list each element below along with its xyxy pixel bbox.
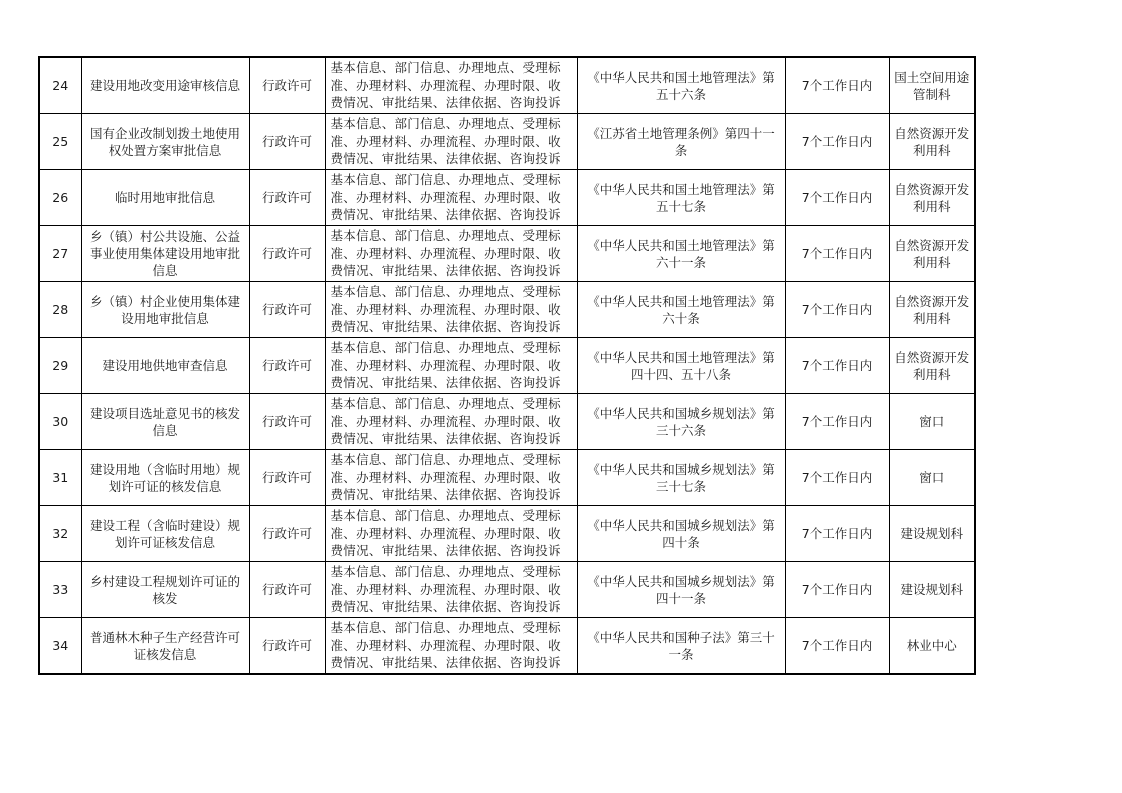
disclosure-content-text: 基本信息、部门信息、办理地点、受理标准、办理材料、办理流程、办理时限、收费情况、审批结果、法律依据、咨询投诉 bbox=[330, 60, 561, 110]
item-name-text: 建设项目选址意见书的核发信息 bbox=[89, 405, 240, 438]
department-text: 建设规划科 bbox=[900, 526, 963, 541]
table-row bbox=[39, 282, 975, 338]
legal-basis-cell bbox=[577, 114, 785, 170]
item-name-cell bbox=[81, 114, 249, 170]
item-type-cell bbox=[249, 506, 325, 562]
department-cell bbox=[889, 506, 975, 562]
disclosure-content-cell bbox=[325, 170, 577, 226]
row-number-cell bbox=[39, 338, 81, 394]
item-name-cell bbox=[81, 170, 249, 226]
department-cell bbox=[889, 282, 975, 338]
row-number-text: 26 bbox=[52, 190, 69, 205]
item-type-cell bbox=[249, 338, 325, 394]
department-text: 窗口 bbox=[919, 414, 945, 429]
time-limit-cell bbox=[785, 114, 889, 170]
department-cell bbox=[889, 338, 975, 394]
table-row bbox=[39, 562, 975, 618]
legal-basis-cell bbox=[577, 562, 785, 618]
time-limit-text: 7个工作日内 bbox=[801, 358, 873, 373]
legal-basis-cell bbox=[577, 618, 785, 675]
legal-basis-text: 《中华人民共和国土地管理法》第六十条 bbox=[587, 293, 775, 326]
item-name-cell bbox=[81, 57, 249, 114]
legal-basis-cell bbox=[577, 394, 785, 450]
disclosure-content-text: 基本信息、部门信息、办理地点、受理标准、办理材料、办理流程、办理时限、收费情况、审批结果、法律依据、咨询投诉 bbox=[330, 284, 561, 334]
item-name-cell bbox=[81, 506, 249, 562]
row-number-cell bbox=[39, 170, 81, 226]
department-cell bbox=[889, 562, 975, 618]
item-name-text: 建设用地供地审查信息 bbox=[102, 358, 228, 373]
department-text: 自然资源开发利用科 bbox=[894, 125, 970, 158]
item-type-text: 行政许可 bbox=[261, 414, 312, 429]
item-name-text: 建设用地改变用途审核信息 bbox=[89, 78, 240, 93]
item-name-text: 乡村建设工程规划许可证的核发 bbox=[89, 573, 240, 606]
time-limit-text: 7个工作日内 bbox=[801, 246, 873, 261]
legal-basis-cell bbox=[577, 506, 785, 562]
item-type-text: 行政许可 bbox=[261, 526, 312, 541]
disclosure-content-text: 基本信息、部门信息、办理地点、受理标准、办理材料、办理流程、办理时限、收费情况、审批结果、法律依据、咨询投诉 bbox=[330, 340, 561, 390]
time-limit-cell bbox=[785, 282, 889, 338]
item-type-text: 行政许可 bbox=[261, 78, 312, 93]
time-limit-cell bbox=[785, 562, 889, 618]
time-limit-cell bbox=[785, 170, 889, 226]
table-row bbox=[39, 114, 975, 170]
item-type-cell bbox=[249, 618, 325, 675]
disclosure-content-text: 基本信息、部门信息、办理地点、受理标准、办理材料、办理流程、办理时限、收费情况、审批结果、法律依据、咨询投诉 bbox=[330, 172, 561, 222]
row-number-text: 28 bbox=[52, 302, 69, 317]
item-name-text: 建设用地（含临时用地）规划许可证的核发信息 bbox=[89, 461, 240, 494]
department-text: 自然资源开发利用科 bbox=[894, 181, 970, 214]
time-limit-cell bbox=[785, 338, 889, 394]
row-number-text: 24 bbox=[52, 78, 69, 93]
table-row bbox=[39, 618, 975, 675]
time-limit-text: 7个工作日内 bbox=[801, 414, 873, 429]
row-number-text: 29 bbox=[52, 358, 69, 373]
table-row bbox=[39, 57, 975, 114]
department-text: 自然资源开发利用科 bbox=[894, 237, 970, 270]
disclosure-content-text: 基本信息、部门信息、办理地点、受理标准、办理材料、办理流程、办理时限、收费情况、审批结果、法律依据、咨询投诉 bbox=[330, 116, 561, 166]
time-limit-cell bbox=[785, 394, 889, 450]
item-type-cell bbox=[249, 282, 325, 338]
item-type-text: 行政许可 bbox=[261, 134, 312, 149]
row-number-cell bbox=[39, 450, 81, 506]
time-limit-cell bbox=[785, 57, 889, 114]
legal-basis-text: 《中华人民共和国土地管理法》第五十六条 bbox=[587, 69, 775, 102]
row-number-text: 32 bbox=[52, 526, 69, 541]
item-name-text: 乡（镇）村企业使用集体建设用地审批信息 bbox=[89, 293, 240, 326]
disclosure-content-cell bbox=[325, 450, 577, 506]
item-name-cell bbox=[81, 562, 249, 618]
item-name-cell bbox=[81, 450, 249, 506]
legal-basis-cell bbox=[577, 450, 785, 506]
row-number-cell bbox=[39, 226, 81, 282]
disclosure-content-text: 基本信息、部门信息、办理地点、受理标准、办理材料、办理流程、办理时限、收费情况、审批结果、法律依据、咨询投诉 bbox=[330, 228, 561, 278]
row-number-cell bbox=[39, 618, 81, 675]
table-row bbox=[39, 394, 975, 450]
item-name-text: 乡（镇）村公共设施、公益事业使用集体建设用地审批信息 bbox=[89, 229, 240, 278]
time-limit-text: 7个工作日内 bbox=[801, 638, 873, 653]
item-type-text: 行政许可 bbox=[261, 638, 312, 653]
disclosure-content-cell bbox=[325, 562, 577, 618]
table-row bbox=[39, 170, 975, 226]
disclosure-content-cell bbox=[325, 618, 577, 675]
item-name-text: 临时用地审批信息 bbox=[114, 190, 215, 205]
department-cell bbox=[889, 226, 975, 282]
time-limit-cell bbox=[785, 226, 889, 282]
table-row bbox=[39, 450, 975, 506]
item-type-cell bbox=[249, 562, 325, 618]
disclosure-content-text: 基本信息、部门信息、办理地点、受理标准、办理材料、办理流程、办理时限、收费情况、审批结果、法律依据、咨询投诉 bbox=[330, 508, 561, 558]
disclosure-content-text: 基本信息、部门信息、办理地点、受理标准、办理材料、办理流程、办理时限、收费情况、审批结果、法律依据、咨询投诉 bbox=[330, 452, 561, 502]
row-number-cell bbox=[39, 282, 81, 338]
row-number-cell bbox=[39, 114, 81, 170]
legal-basis-text: 《中华人民共和国城乡规划法》第三十七条 bbox=[587, 461, 775, 494]
time-limit-text: 7个工作日内 bbox=[801, 582, 873, 597]
item-name-text: 普通林木种子生产经营许可证核发信息 bbox=[89, 629, 240, 662]
item-name-cell bbox=[81, 394, 249, 450]
disclosure-content-text: 基本信息、部门信息、办理地点、受理标准、办理材料、办理流程、办理时限、收费情况、审批结果、法律依据、咨询投诉 bbox=[330, 564, 561, 614]
item-type-text: 行政许可 bbox=[261, 582, 312, 597]
disclosure-content-cell bbox=[325, 226, 577, 282]
legal-basis-cell bbox=[577, 226, 785, 282]
legal-basis-text: 《中华人民共和国城乡规划法》第三十六条 bbox=[587, 405, 775, 438]
row-number-text: 31 bbox=[52, 470, 69, 485]
department-text: 自然资源开发利用科 bbox=[894, 293, 970, 326]
row-number-text: 25 bbox=[52, 134, 69, 149]
time-limit-text: 7个工作日内 bbox=[801, 134, 873, 149]
item-type-text: 行政许可 bbox=[261, 470, 312, 485]
legal-basis-cell bbox=[577, 57, 785, 114]
legal-basis-text: 《中华人民共和国土地管理法》第五十七条 bbox=[587, 181, 775, 214]
item-name-cell bbox=[81, 618, 249, 675]
item-type-cell bbox=[249, 170, 325, 226]
legal-basis-text: 《江苏省土地管理条例》第四十一条 bbox=[587, 125, 775, 158]
department-text: 林业中心 bbox=[906, 638, 957, 653]
item-name-cell bbox=[81, 338, 249, 394]
time-limit-text: 7个工作日内 bbox=[801, 190, 873, 205]
department-text: 自然资源开发利用科 bbox=[894, 349, 970, 382]
item-type-cell bbox=[249, 394, 325, 450]
row-number-text: 27 bbox=[52, 246, 69, 261]
item-type-text: 行政许可 bbox=[261, 302, 312, 317]
time-limit-text: 7个工作日内 bbox=[801, 78, 873, 93]
row-number-text: 34 bbox=[52, 638, 69, 653]
item-name-text: 国有企业改制划拨土地使用权处置方案审批信息 bbox=[89, 125, 240, 158]
time-limit-cell bbox=[785, 618, 889, 675]
item-type-cell bbox=[249, 450, 325, 506]
legal-basis-cell bbox=[577, 170, 785, 226]
disclosure-table bbox=[38, 56, 976, 675]
time-limit-text: 7个工作日内 bbox=[801, 470, 873, 485]
legal-basis-text: 《中华人民共和国土地管理法》第四十四、五十八条 bbox=[587, 349, 775, 382]
item-name-cell bbox=[81, 226, 249, 282]
legal-basis-cell bbox=[577, 282, 785, 338]
disclosure-content-text: 基本信息、部门信息、办理地点、受理标准、办理材料、办理流程、办理时限、收费情况、审批结果、法律依据、咨询投诉 bbox=[330, 620, 561, 670]
row-number-cell bbox=[39, 506, 81, 562]
item-type-cell bbox=[249, 57, 325, 114]
department-text: 建设规划科 bbox=[900, 582, 963, 597]
legal-basis-text: 《中华人民共和国城乡规划法》第四十条 bbox=[587, 517, 775, 550]
disclosure-content-cell bbox=[325, 506, 577, 562]
legal-basis-text: 《中华人民共和国种子法》第三十一条 bbox=[587, 629, 775, 662]
legal-basis-cell bbox=[577, 338, 785, 394]
item-type-text: 行政许可 bbox=[261, 246, 312, 261]
disclosure-content-cell bbox=[325, 282, 577, 338]
disclosure-content-cell bbox=[325, 114, 577, 170]
department-cell bbox=[889, 114, 975, 170]
row-number-cell bbox=[39, 394, 81, 450]
row-number-text: 30 bbox=[52, 414, 69, 429]
table-body bbox=[39, 57, 975, 674]
disclosure-content-cell bbox=[325, 338, 577, 394]
department-cell bbox=[889, 57, 975, 114]
disclosure-content-cell bbox=[325, 57, 577, 114]
item-name-text: 建设工程（含临时建设）规划许可证核发信息 bbox=[89, 517, 240, 550]
department-cell bbox=[889, 618, 975, 675]
item-type-cell bbox=[249, 226, 325, 282]
item-type-cell bbox=[249, 114, 325, 170]
table-row bbox=[39, 226, 975, 282]
row-number-text: 33 bbox=[52, 582, 69, 597]
legal-basis-text: 《中华人民共和国城乡规划法》第四十一条 bbox=[587, 573, 775, 606]
time-limit-text: 7个工作日内 bbox=[801, 302, 873, 317]
department-text: 国土空间用途管制科 bbox=[894, 69, 970, 102]
time-limit-cell bbox=[785, 506, 889, 562]
item-type-text: 行政许可 bbox=[261, 358, 312, 373]
item-type-text: 行政许可 bbox=[261, 190, 312, 205]
legal-basis-text: 《中华人民共和国土地管理法》第六十一条 bbox=[587, 237, 775, 270]
row-number-cell bbox=[39, 57, 81, 114]
time-limit-cell bbox=[785, 450, 889, 506]
row-number-cell bbox=[39, 562, 81, 618]
department-text: 窗口 bbox=[919, 470, 945, 485]
disclosure-content-text: 基本信息、部门信息、办理地点、受理标准、办理材料、办理流程、办理时限、收费情况、审批结果、法律依据、咨询投诉 bbox=[330, 396, 561, 446]
department-cell bbox=[889, 394, 975, 450]
department-cell bbox=[889, 450, 975, 506]
table-row bbox=[39, 506, 975, 562]
department-cell bbox=[889, 170, 975, 226]
disclosure-content-cell bbox=[325, 394, 577, 450]
time-limit-text: 7个工作日内 bbox=[801, 526, 873, 541]
table-row bbox=[39, 338, 975, 394]
item-name-cell bbox=[81, 282, 249, 338]
